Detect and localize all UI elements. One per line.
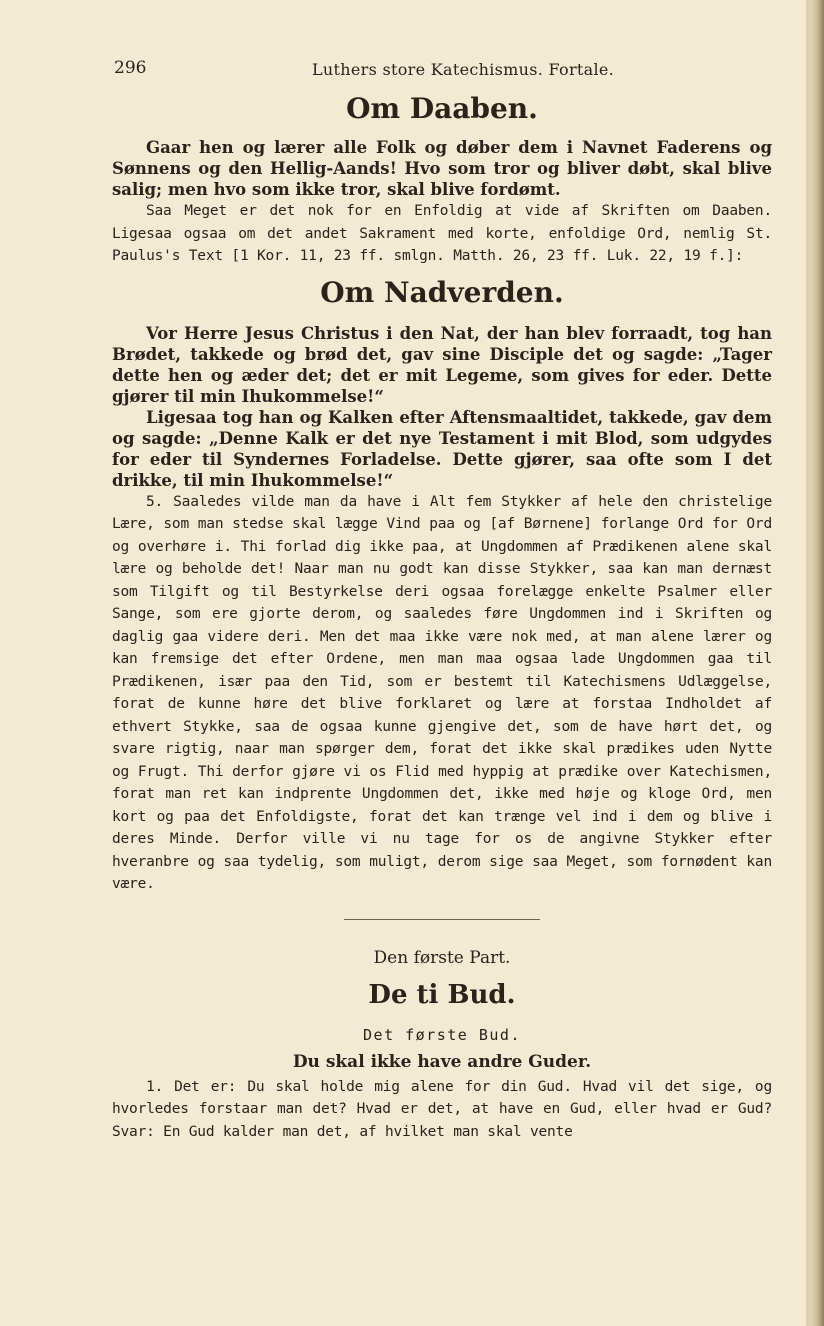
supper-text: 5. Saaledes vilde man da have i Alt fem Stykker af hele den christelige Lære, som man stedse skal lægge Vind paa og [af Børnene] forlange Ord for Ord og overhøre i. Thi forlad dig ikke paa, at Ungdommen af Prædikenen alene skal lære og beholde det! Naar man nu godt kan disse Stykker, saa kan man dernæst som Tilgift og til Bestyrkelse deri ogsaa forelægge enkelte Psalmer eller Sange, som ere gjorte derom, og saaledes føre Ungdommen ind i Skriften og daglig gaa videre deri. Men det maa ikke være nok med, at man alene lærer og kan fremsige det efter Ordene, men man maa ogsaa lade Ungdommen gaa til Prædikenen, især paa den Tid, som er bestemt til Katechismens Udlæggelse, forat de kunne høre det blive forklaret og lære at forstaa Indholdet af ethvert Stykke, saa de ogsaa kunne gjengive det, som de have hørt det, og svare rigtig, naar man spørger dem, forat det ikke skal prædikes uden Nytte og Frugt. Thi derfor gjøre vi os Flid med hyppig at prædike over Katechismen, forat man ret kan indprente Ungdommen det, ikke med høje og kloge Ord, men kort og paa det Enfoldigste, forat det kan trænge vel ind i dem og blive i deres Minde. Derfor ville vi nu tage for os de angivne Stykker efter hveranbre og saa tydelig, som muligt, derom sige saa Meget, som fornødent kan være. [112,493,772,892]
page-content [112,52,772,1143]
section-title-supper: Om Nadverden. [320,275,564,309]
section-divider [344,919,540,920]
commandment-text: Du skal ikke have andre Guder. [292,1051,592,1072]
section-title-baptism: Om Daaben. [346,92,538,125]
part-heading: Den første Part. [373,947,511,968]
first-commandment-heading: Det første Bud. [363,1025,521,1044]
commandment-explanation: 1. Det er: Du skal holde mig alene for din Gud. Hvad vil det sige, og hvorledes forstaar man det? Hvad er det, at have en Gud, eller hvad er Gud? Svar: En Gud kalder man det, af hvilket man skal vente [112,1078,772,1140]
supper-quote-1: Vor Herre Jesus Christus i den Nat, der han blev forraadt, tog han Brødet, takkede og brød det, gav sine Disciple det og sagde: „Tager dette hen og æder det; det er mit Legeme, som gives for eder. Dette gjører til min Ihukommelse!“ [112,323,772,406]
running-title: Luthers store Katechismus. Fortale. [312,60,615,79]
part-title: De ti Bud. [368,979,516,1010]
page-number: 296 [114,58,147,78]
supper-quote-2: Ligesaa tog han og Kalken efter Aftensmaaltidet, takkede, gav dem og sagde: „Denne Kalk er det nye Testament i mit Blod, som udgydes for eder til Syndernes Forladelse. Dette gjører, saa ofte som I det drikke, til min Ihukommelse!“ [112,407,772,490]
page-edge [810,0,824,1326]
baptism-quote: Gaar hen og lærer alle Folk og døber dem i Navnet Faderens og Sønnens og den Hellig-Aands! Hvo som tror og bliver døbt, skal blive salig; men hvo som ikke tror, skal blive fordømt. [112,138,772,199]
page-header [112,52,772,86]
baptism-text: Saa Meget er det nok for en Enfoldig at vide af Skriften om Daaben. Ligesaa ogsaa om det andet Sakrament med korte, enfoldige Ord, nemlig St. Paulus's Text [1 Kor. 11, 23 ff. smlgn. Matth. 26, 23 ff. Luk. 22, 19 f.]: [112,203,772,264]
